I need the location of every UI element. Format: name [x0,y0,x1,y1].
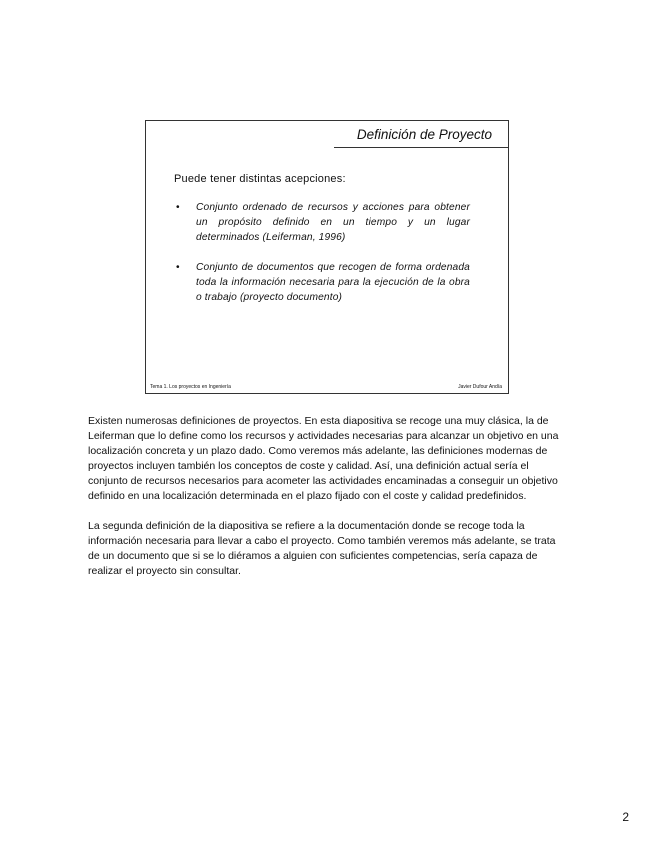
bullet-dot-icon: • [176,202,180,213]
slide-frame [145,120,509,394]
bullet-list [174,201,470,322]
slide-footer-author: Javier Dufour Andía [458,384,502,390]
slide-title: Definición de Proyecto [356,127,492,142]
bullet-item [174,201,470,245]
bullet-text: Conjunto ordenado de recursos y acciones para obtener un propósito definido en un tiempo y un lugar determinados (Leiferman, 1996) [196,202,470,243]
bullet-item [174,261,470,305]
slide-intro: Puede tener distintas acepciones: [174,173,346,185]
page-number: 2 [622,810,629,824]
notes-paragraph: La segunda definición de la diapositiva se refiere a la documentación donde se recoge toda la información necesaria para llevar a cabo el proyecto. Como también veremos más adelante, se trata de un documento que si se lo diéramos a alguien con suficientes competencias, sería capaza de realizar el proyecto sin consultar. [88,520,556,577]
title-underline [334,147,508,148]
notes-paragraph: Existen numerosas definiciones de proyectos. En esta diapositiva se recoge una muy clásica, la de Leiferman que lo define como los recursos y actividades necesarias para alcanzar un objetivo en una localización concreta y un plazo dado. Como veremos más adelante, las definiciones modernas de proyectos incluyen también los conceptos de coste y calidad. Así, una definición actual sería el conjunto de recursos necesarios para acometer las actividades encaminadas a conseguir un objetivo definido en una localización determinada en el plazo fijado con el coste y calidad predefinidos. [88,415,559,502]
bullet-text: Conjunto de documentos que recogen de forma ordenada toda la información necesaria para la ejecución de la obra o trabajo (proyecto documento) [196,262,470,303]
slide-footer-course: Tema 1. Los proyectos en Ingeniería [150,384,231,390]
bullet-dot-icon: • [176,262,180,274]
speaker-notes [88,414,566,594]
